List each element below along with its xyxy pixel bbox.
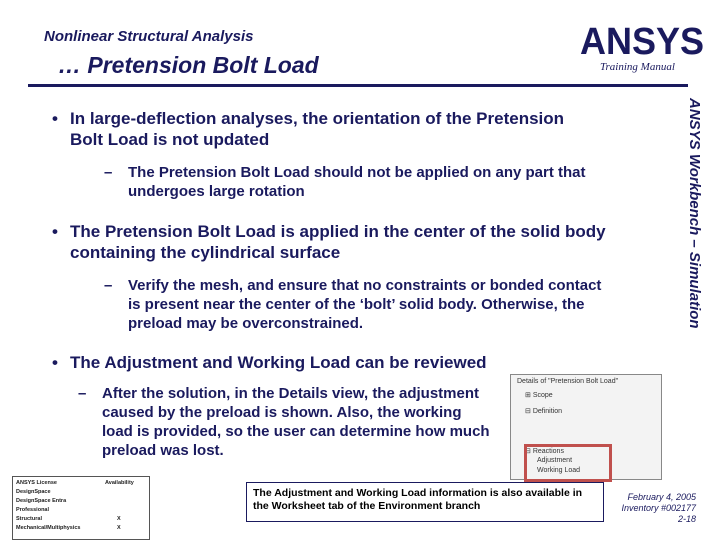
license-mark: X bbox=[117, 516, 121, 522]
slide-title: … Pretension Bolt Load bbox=[58, 52, 319, 78]
bullet-3 bbox=[52, 352, 590, 373]
license-row: Mechanical/Multiphysics bbox=[16, 525, 81, 531]
svg-text:ANSYS: ANSYS bbox=[580, 21, 704, 62]
bullet-2-text: The Pretension Bolt Load is applied in the center of the solid body containing the cylindrical surface bbox=[70, 222, 606, 262]
dash-marker: – bbox=[78, 385, 87, 402]
sub-bullet-1-text: The Pretension Bolt Load should not be applied on any part that undergoes large rotation bbox=[128, 164, 586, 200]
license-row: Professional bbox=[16, 507, 50, 513]
license-row: DesignSpace Entra bbox=[16, 498, 67, 504]
bullet-2 bbox=[52, 221, 610, 263]
side-banner bbox=[676, 96, 716, 406]
license-mark: X bbox=[117, 525, 121, 531]
ansys-logo bbox=[578, 18, 708, 62]
sub-bullet-2 bbox=[104, 276, 618, 333]
license-row: Structural bbox=[16, 516, 42, 522]
dash-marker: – bbox=[104, 164, 113, 181]
sub-bullet-1 bbox=[104, 163, 628, 201]
training-manual-label: Training Manual bbox=[600, 61, 675, 73]
footer-inventory: Inventory #002177 bbox=[621, 503, 696, 513]
sub-bullet-3 bbox=[78, 384, 492, 460]
dash-marker: – bbox=[104, 277, 113, 294]
header-rule bbox=[28, 84, 688, 87]
bullet-dot: • bbox=[52, 222, 58, 241]
footer-date: February 4, 2005 bbox=[627, 492, 696, 502]
details-row: ⊞ Scope bbox=[525, 392, 553, 399]
license-header: ANSYS License bbox=[16, 480, 57, 486]
details-row: Adjustment bbox=[537, 457, 573, 464]
details-row: ⊟ Reactions bbox=[525, 448, 564, 455]
footer-page: 2-18 bbox=[677, 514, 696, 524]
license-table bbox=[12, 476, 150, 540]
side-banner-text: ANSYS Workbench – Simulation bbox=[686, 98, 703, 329]
highlight-box bbox=[524, 444, 612, 482]
bullet-dot: • bbox=[52, 109, 58, 128]
license-row: DesignSpace bbox=[16, 489, 51, 495]
footer bbox=[621, 492, 696, 525]
section-title: Nonlinear Structural Analysis bbox=[44, 28, 254, 45]
license-header: Availability bbox=[105, 480, 134, 486]
details-title: Details of "Pretension Bolt Load" bbox=[517, 378, 619, 385]
sub-bullet-3-text: After the solution, in the Details view, the adjustment caused by the preload is shown. Also, the working load is provided, so the user can determine how much preload was lost. bbox=[102, 385, 490, 459]
bullet-1-text: In large-deflection analyses, the orientation of the Pretension Bolt Load is not updated bbox=[70, 109, 565, 149]
callout-box: The Adjustment and Working Load information is also available in the Worksheet tab of the Environment branch bbox=[246, 482, 604, 522]
bullet-dot: • bbox=[52, 353, 58, 372]
bullet-3-text: The Adjustment and Working Load can be reviewed bbox=[70, 353, 487, 372]
bullet-1 bbox=[52, 108, 590, 150]
details-row: ⊟ Definition bbox=[525, 408, 562, 415]
details-row: Working Load bbox=[537, 467, 581, 474]
sub-bullet-2-text: Verify the mesh, and ensure that no constraints or bonded contact is present near the center of the ‘bolt’ solid body. Otherwise, the preload may be overconstrained. bbox=[128, 277, 602, 332]
